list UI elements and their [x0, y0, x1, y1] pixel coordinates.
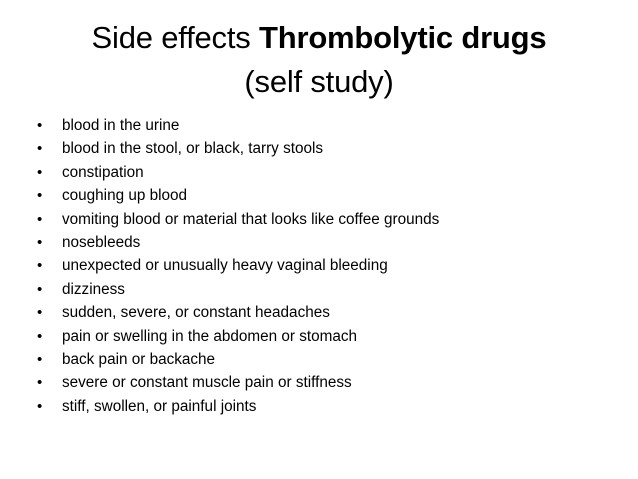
list-item-text: nosebleeds: [62, 233, 141, 251]
title-prefix: Side effects: [91, 20, 259, 55]
bullet-icon: •: [37, 163, 43, 181]
list-item-text: severe or constant muscle pain or stiffness: [62, 374, 352, 392]
list-item-text: coughing up blood: [62, 187, 188, 205]
list-item: [37, 231, 627, 254]
bullet-icon: •: [37, 187, 43, 205]
list-item-text: blood in the stool, or black, tarry stools: [62, 140, 324, 158]
bullet-icon: •: [37, 117, 43, 134]
title-bold-text: Thrombolytic drugs: [258, 20, 547, 55]
list-item-text: blood in the urine: [62, 117, 180, 134]
bullet-icon: •: [37, 210, 43, 228]
bullet-icon: •: [37, 280, 43, 298]
bullet-icon: •: [37, 327, 43, 345]
title-line-1: [0, 16, 638, 60]
list-item-text: dizziness: [62, 280, 125, 298]
list-item: [37, 395, 627, 418]
list-item-text: back pain or backache: [62, 350, 216, 368]
list-item: [37, 137, 627, 160]
list-item: [37, 254, 627, 277]
side-effects-list: [37, 114, 627, 418]
bullet-icon: •: [37, 233, 43, 251]
bullet-icon: •: [37, 374, 43, 392]
list-item: [37, 371, 627, 394]
bullet-icon: •: [37, 140, 43, 158]
slide-title: [0, 16, 638, 104]
list-item-text: sudden, severe, or constant headaches: [62, 304, 330, 322]
list-item: [37, 184, 627, 207]
list-item: [37, 208, 627, 231]
title-line-2: (self study): [244, 64, 394, 99]
list-item: [37, 161, 627, 184]
list-item-text: vomiting blood or material that looks like coffee grounds: [62, 210, 440, 228]
list-item: [37, 348, 627, 371]
bullet-icon: •: [37, 350, 43, 368]
list-item: [37, 114, 627, 137]
list-item-text: constipation: [62, 163, 144, 181]
bullet-icon: •: [37, 397, 43, 415]
list-item-text: unexpected or unusually heavy vaginal bleeding: [62, 257, 388, 275]
list-item-text: pain or swelling in the abdomen or stomach: [62, 327, 358, 345]
list-item: [37, 278, 627, 301]
list-item: [37, 325, 627, 348]
bullet-icon: •: [37, 304, 43, 322]
list-item: [37, 301, 627, 324]
list-item-text: stiff, swollen, or painful joints: [62, 397, 257, 415]
bullet-icon: •: [37, 257, 43, 275]
